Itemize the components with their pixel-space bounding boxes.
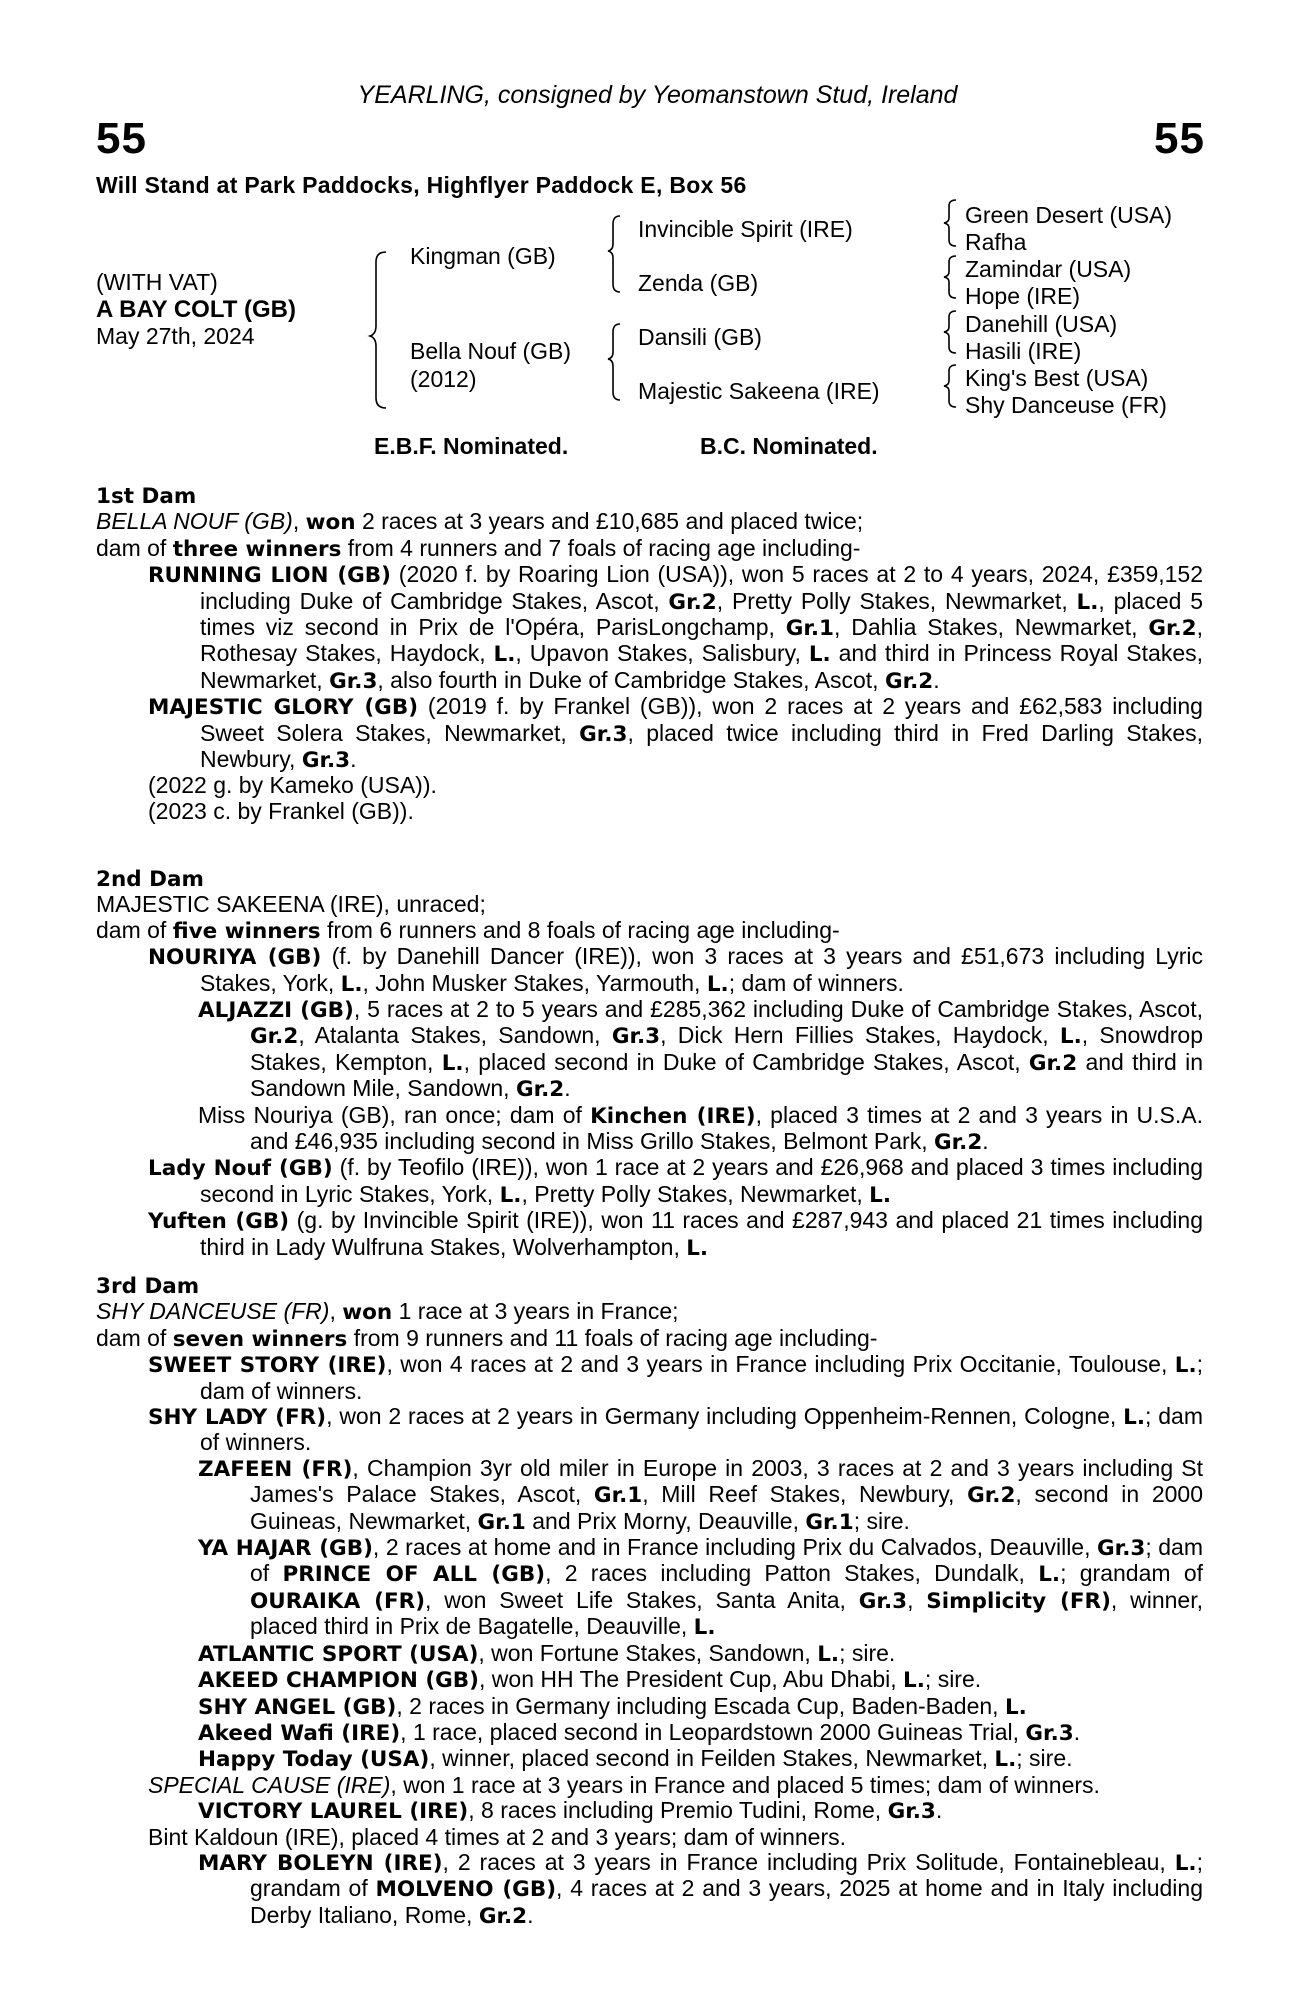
second-dam-line: MAJESTIC SAKEENA (IRE), unraced; [96,891,486,918]
third-dam-heading: 3rd Dam [96,1274,200,1299]
produce-ya-hajar: YA HAJAR (GB), 2 races at home and in France including Prix du Calvados, Deauville, Gr.3; dam of PRINCE OF ALL (GB), 2 races including Patton Stakes, Dundalk, L.; grandam of OURAIKA (FR), won Sweet Life Stakes, Santa Anita, Gr.3, Simplicity (FR), winner, placed third in Prix de Bagatelle, Deauville, L. [198,1534,1204,1641]
produce-lady-nouf: Lady Nouf (GB) (f. by Teofilo (IRE)), won 1 race at 2 years and £26,968 and placed 3 times including second in Lyric Stakes, York, L., Pretty Polly Stakes, Newmarket, L. [148,1154,1203,1208]
sire-dam-sire: Zamindar (USA) [965,256,1132,282]
lot-title: A BAY COLT (GB) [96,296,297,323]
sire-sire: Invincible Spirit (IRE) [638,216,853,242]
stand-location: Will Stand at Park Paddocks, Highflyer Paddock E, Box 56 [96,172,747,198]
produce-shy-lady: SHY LADY (FR), won 2 races at 2 years in Germany including Oppenheim-Rennen, Cologne, L.; dam of winners. [148,1403,1204,1456]
produce-akeed-wafi: Akeed Wafi (IRE), 1 race, placed second in Leopardstown 2000 Guineas Trial, Gr.3. [198,1718,1081,1746]
sire-dam: Zenda (GB) [638,270,759,296]
dam-dam: Majestic Sakeena (IRE) [638,378,880,404]
produce-bint-kaldoun: Bint Kaldoun (IRE), placed 4 times at 2 and 3 years; dam of winners. [148,1823,847,1850]
produce-shy-angel: SHY ANGEL (GB), 2 races in Germany including Escada Cup, Baden-Baden, L. [198,1692,1027,1720]
produce-akeed-champion: AKEED CHAMPION (GB), won HH The President Cup, Abu Dhabi, L.; sire. [198,1666,982,1694]
produce-2023: (2023 c. by Frankel (GB)). [148,797,414,824]
dam-year: (2012) [410,366,477,392]
produce-nouriya: NOURIYA (GB) (f. by Danehill Dancer (IRE)), won 3 races at 3 years and £51,673 including Lyric Stakes, York, L., John Musker Stakes, Yarmouth, L.; dam of winners. [148,943,1204,997]
produce-special-cause: SPECIAL CAUSE (IRE), won 1 race at 3 years in France and placed 5 times; dam of winners. [148,1771,1100,1798]
first-dam-section [96,483,1203,824]
sire-sire-dam: Rafha [965,229,1027,255]
dam-dam-dam: Shy Danceuse (FR) [965,392,1167,418]
third-dam-section [96,1273,1203,1929]
sire-sire-sire: Green Desert (USA) [965,202,1173,228]
produce-sweet-story: SWEET STORY (IRE), won 4 races at 2 and 3 years in France including Prix Occitanie, Toulouse, L.; dam of winners. [148,1351,1204,1404]
third-dam-produce-summary: dam of seven winners from 9 runners and 11 foals of racing age including- [96,1324,878,1352]
sire-dam-dam: Hope (IRE) [965,283,1081,309]
produce-2022: (2022 g. by Kameko (USA)). [148,772,437,799]
produce-mary-boleyn: MARY BOLEYN (IRE), 2 races at 3 years in France including Prix Solitude, Fontainebleau, L.; grandam of MOLVENO (GB), 4 races at 2 and 3 years, 2025 at home and in Italy including Derby Italiano, Rome, Gr.2. [198,1848,1203,1929]
produce-aljazzi: ALJAZZI (GB), 5 races at 2 to 5 years and £285,362 including Duke of Cambridge Stakes, Ascot, Gr.2, Atalanta Stakes, Sandown, Gr.3, Dick Hern Fillies Stakes, Haydock, L., Snowdrop Stakes, Kempton, L., placed second in Duke of Cambridge Stakes, Ascot, Gr.2 and third in Sandown Mile, Sandown, Gr.2. [198,996,1203,1103]
lot-number-left: 55 [96,114,147,163]
bc-nomination: B.C. Nominated. [700,433,878,459]
third-dam-line: SHY DANCEUSE (FR), won 1 race at 3 years in France; [96,1298,679,1326]
first-dam-produce-summary: dam of three winners from 4 runners and 7 foals of racing age including- [96,534,861,562]
second-dam-heading: 2nd Dam [96,867,204,892]
first-dam-line: BELLA NOUF (GB), won 2 races at 3 years and £10,685 and placed twice; [96,508,864,536]
produce-atlantic-sport: ATLANTIC SPORT (USA), won Fortune Stakes, Sandown, L.; sire. [198,1639,896,1667]
produce-victory-laurel: VICTORY LAUREL (IRE), 8 races including Premio Tudini, Rome, Gr.3. [198,1797,943,1825]
consignor-line: YEARLING, consigned by Yeomanstown Stud, Ireland [357,81,958,109]
vat-note: (WITH VAT) [96,269,218,295]
dam-sire: Dansili (GB) [638,324,762,350]
foaling-date: May 27th, 2024 [96,323,255,349]
produce-majestic-glory: MAJESTIC GLORY (GB) (2019 f. by Frankel (GB)), won 2 races at 2 years and £62,583 including Sweet Solera Stakes, Newmarket, Gr.3, placed twice including third in Fred Darling Stakes, Newbury, Gr.3. [148,693,1203,774]
sire: Kingman (GB) [410,243,556,269]
produce-yuften: Yuften (GB) (g. by Invincible Spirit (IRE)), won 11 races and £287,943 and placed 21 times including third in Lady Wulfruna Stakes, Wolverhampton, L. [148,1207,1203,1261]
dam: Bella Nouf (GB) [410,338,572,364]
produce-running-lion: RUNNING LION (GB) (2020 f. by Roaring Lion (USA)), won 5 races at 2 to 4 years, 2024, £359,152 including Duke of Cambridge Stakes, Ascot, Gr.2, Pretty Polly Stakes, Newmarket, L., placed 5 times viz second in Prix de l'Opéra, ParisLongchamp, Gr.1, Dahlia Stakes, Newmarket, Gr.2, Rothesay Stakes, Haydock, L., Upavon Stakes, Salisbury, L. and third in Princess Royal Stakes, Newmarket, Gr.3, also fourth in Duke of Cambridge Stakes, Ascot, Gr.2. [148,561,1204,694]
ebf-nomination: E.B.F. Nominated. [374,433,569,459]
dam-sire-sire: Danehill (USA) [965,311,1118,337]
first-dam-heading: 1st Dam [96,484,197,509]
second-dam-section [96,866,1203,1261]
dam-dam-sire: King's Best (USA) [965,365,1149,391]
produce-zafeen: ZAFEEN (FR), Champion 3yr old miler in Europe in 2003, 3 races at 2 and 3 years including St James's Palace Stakes, Ascot, Gr.1, Mill Reef Stakes, Newbury, Gr.2, second in 2000 Guineas, Newmarket, Gr.1 and Prix Morny, Deauville, Gr.1; sire. [198,1454,1204,1535]
produce-happy-today: Happy Today (USA), winner, placed second in Feilden Stakes, Newmarket, L.; sire. [198,1745,1073,1773]
second-dam-produce-summary: dam of five winners from 6 runners and 8 foals of racing age including- [96,916,840,944]
dam-sire-dam: Hasili (IRE) [965,338,1082,364]
produce-miss-nouriya: Miss Nouriya (GB), ran once; dam of Kinchen (IRE), placed 3 times at 2 and 3 years in U.S.A. and £46,935 including second in Miss Grillo Stakes, Belmont Park, Gr.2. [198,1101,1204,1156]
lot-number-right: 55 [1154,114,1205,163]
